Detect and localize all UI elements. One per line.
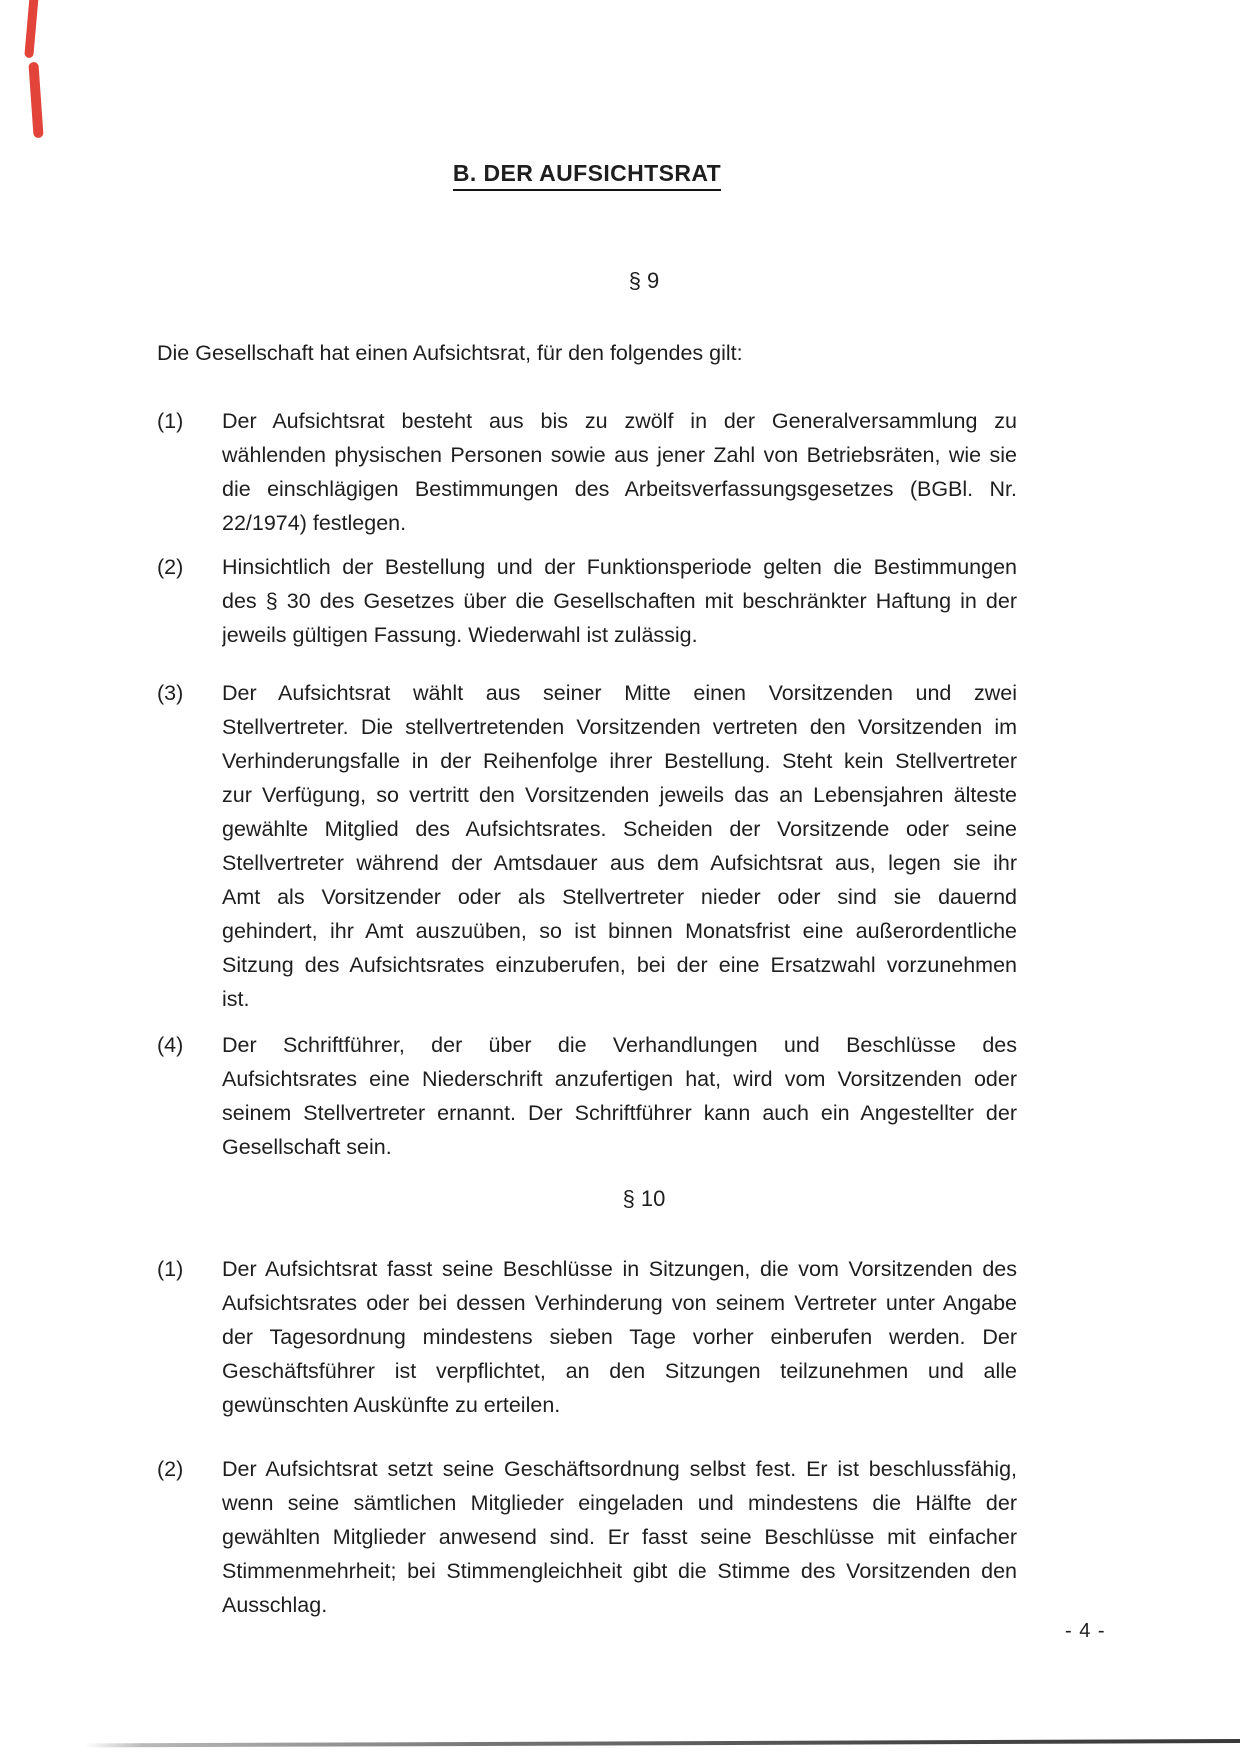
text-line: Sitzung des Aufsichtsrates einzuberufen, bei der eine Ersatzwahl vorzunehmen <box>222 953 1017 977</box>
item-number: (1) <box>157 409 184 433</box>
page-title <box>157 160 1017 187</box>
text-line: gewünschten Auskünfte zu erteilen. <box>222 1393 561 1417</box>
text-line: die einschlägigen Bestimmungen des Arbeitsverfassungsgesetzes (BGBl. Nr. <box>222 477 1017 501</box>
text-line: seinem Stellvertreter ernannt. Der Schriftführer kann auch ein Angestellter der <box>222 1101 1017 1125</box>
text-line: der Tagesordnung mindestens sieben Tage vorher einberufen werden. Der <box>222 1325 1017 1349</box>
text-line: gewählten Mitglieder anwesend sind. Er fasst seine Beschlüsse mit einfacher <box>222 1525 1017 1549</box>
item-number: (2) <box>157 1457 184 1481</box>
text-line: Stellvertreter. Die stellvertretenden Vorsitzenden vertreten den Vorsitzenden im <box>222 715 1017 739</box>
text-line: Der Aufsichtsrat setzt seine Geschäftsordnung selbst fest. Er ist beschlussfähig, <box>222 1457 1017 1481</box>
text-line: Der Schriftführer, der über die Verhandlungen und Beschlüsse des <box>222 1033 1017 1057</box>
red-pen-mark <box>24 0 39 58</box>
item-number: (1) <box>157 1257 184 1281</box>
page-title-text: B. DER AUFSICHTSRAT <box>453 160 721 191</box>
list-item <box>157 1252 1017 1422</box>
text-line: wenn seine sämtlichen Mitglieder eingeladen und mindestens die Hälfte der <box>222 1491 1017 1515</box>
page-number: - 4 - <box>1065 1620 1106 1642</box>
text-line: Stimmenmehrheit; bei Stimmengleichheit gibt die Stimme des Vorsitzenden den <box>222 1559 1017 1583</box>
red-pen-mark <box>28 62 43 139</box>
text-line: 22/1974) festlegen. <box>222 511 407 535</box>
item-text <box>222 1452 1017 1622</box>
text-line: Ausschlag. <box>222 1593 328 1617</box>
item-text <box>222 676 1017 1016</box>
text-line: gehindert, ihr Amt auszuüben, so ist binnen Monatsfrist eine außerordentliche <box>222 919 1017 943</box>
text-line: Hinsichtlich der Bestellung und der Funktionsperiode gelten die Bestimmungen <box>222 555 1017 579</box>
item-number: (4) <box>157 1033 184 1057</box>
text-line: wählenden physischen Personen sowie aus jener Zahl von Betriebsräten, wie sie <box>222 443 1017 467</box>
text-line: gewählte Mitglied des Aufsichtsrates. Scheiden der Vorsitzende oder seine <box>222 817 1017 841</box>
item-text <box>222 1252 1017 1422</box>
text-line: Amt als Vorsitzender oder als Stellvertreter nieder oder sind sie dauernd <box>222 885 1017 909</box>
text-line: Der Aufsichtsrat wählt aus seiner Mitte einen Vorsitzenden und zwei <box>222 681 1017 705</box>
text-line: Stellvertreter während der Amtsdauer aus dem Aufsichtsrat aus, legen sie ihr <box>222 851 1017 875</box>
text-line: Der Aufsichtsrat fasst seine Beschlüsse in Sitzungen, die vom Vorsitzenden des <box>222 1257 1017 1281</box>
text-line: ist. <box>222 987 250 1011</box>
text-line: Aufsichtsrates oder bei dessen Verhinderung von seinem Vertreter unter Angabe <box>222 1291 1017 1315</box>
text-line: Verhinderungsfalle in der Reihenfolge ihrer Bestellung. Steht kein Stellvertreter <box>222 749 1017 773</box>
section-heading-9: § 9 <box>628 268 660 293</box>
section-heading-10: § 10 <box>622 1186 666 1211</box>
list-item <box>157 676 1017 1016</box>
list-item <box>157 550 1017 652</box>
intro-paragraph: Die Gesellschaft hat einen Aufsichtsrat, für den folgendes gilt: <box>157 341 743 365</box>
item-text <box>222 550 1017 652</box>
item-text <box>222 404 1017 540</box>
text-line: Geschäftsführer ist verpflichtet, an den Sitzungen teilzunehmen und alle <box>222 1359 1017 1383</box>
item-text <box>222 1028 1017 1164</box>
list-item <box>157 1028 1017 1164</box>
item-number: (2) <box>157 555 184 579</box>
scan-artifact-line <box>85 1739 1240 1747</box>
text-line: jeweils gültigen Fassung. Wiederwahl ist zulässig. <box>222 623 698 647</box>
text-line: zur Verfügung, so vertritt den Vorsitzenden jeweils das an Lebensjahren älteste <box>222 783 1017 807</box>
list-item <box>157 404 1017 540</box>
text-line: Der Aufsichtsrat besteht aus bis zu zwölf in der Generalversammlung zu <box>222 409 1017 433</box>
item-number: (3) <box>157 681 184 705</box>
text-line: Aufsichtsrates eine Niederschrift anzufertigen hat, wird vom Vorsitzenden oder <box>222 1067 1017 1091</box>
text-line: Gesellschaft sein. <box>222 1135 392 1159</box>
list-item <box>157 1452 1017 1622</box>
text-line: des § 30 des Gesetzes über die Gesellschaften mit beschränkter Haftung in der <box>222 589 1017 613</box>
